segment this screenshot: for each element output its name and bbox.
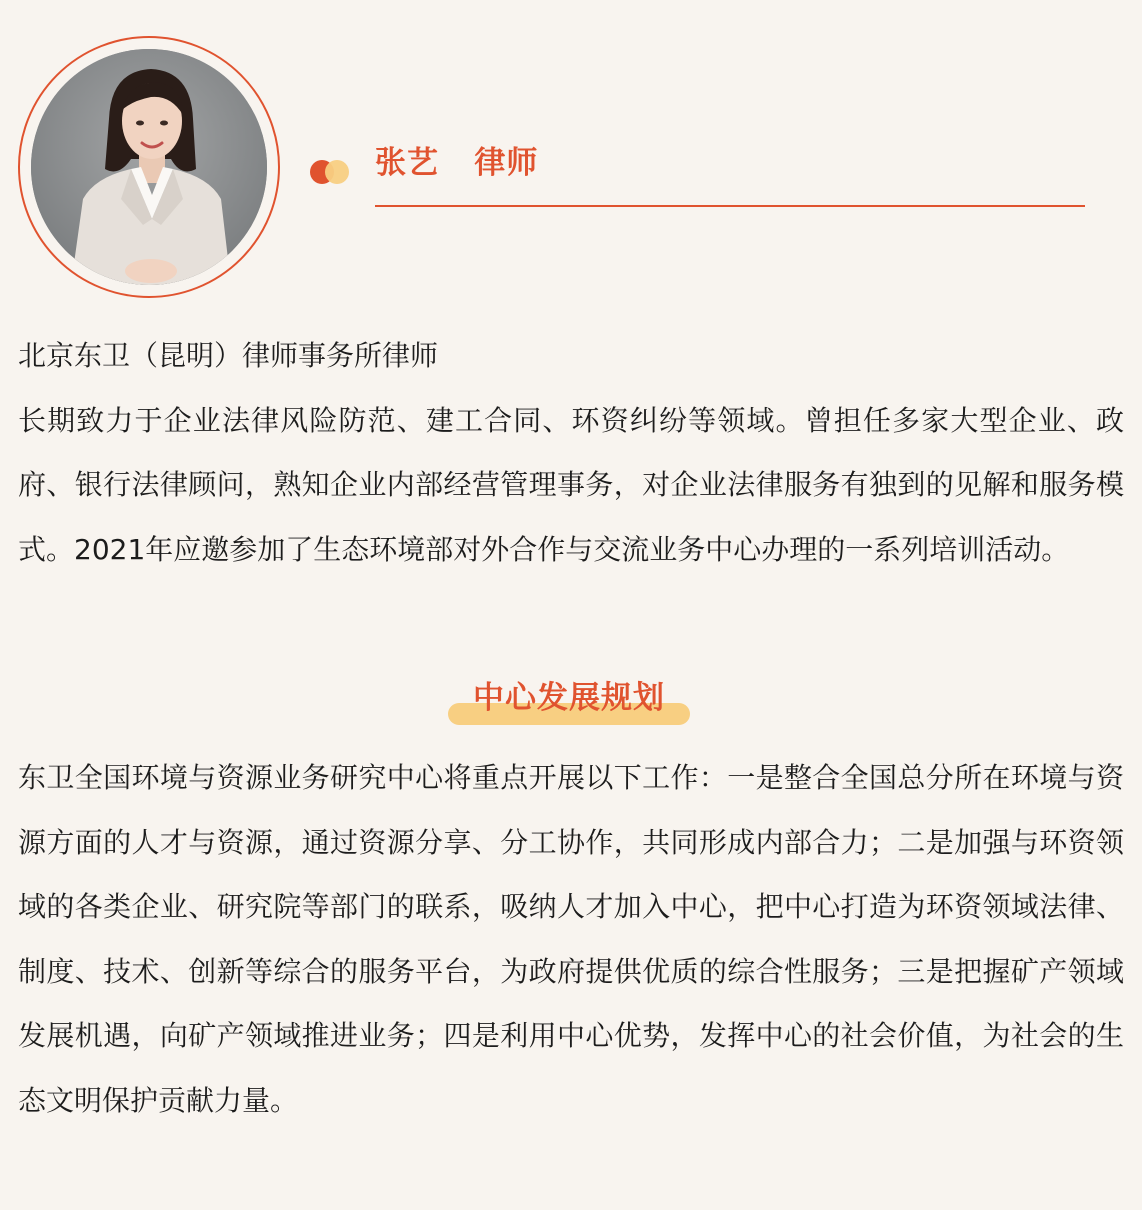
portrait-illustration <box>31 49 267 285</box>
lawyer-name-title <box>375 138 538 188</box>
lawyer-description: 长期致力于企业法律风险防范、建工合同、环资纠纷等领域。曾担任多家大型企业、政府、银行法律顾问，熟知企业内部经营管理事务，对企业法律服务有独到的见解和服务模式。2021年应邀参加了生态环境部对外合作与交流业务中心办理的一系列培训活动。 <box>18 403 1124 566</box>
section-heading <box>448 672 690 728</box>
portrait-frame <box>18 36 280 298</box>
lawyer-affiliation: 北京东卫（昆明）律师事务所律师 <box>18 339 439 372</box>
section-heading-text: 中心发展规划 <box>473 680 665 716</box>
lawyer-role: 律师 <box>474 145 539 181</box>
lawyer-bio <box>18 324 1124 582</box>
name-decoration-dots-icon <box>309 158 353 186</box>
development-plan-text: 东卫全国环境与资源业务研究中心将重点开展以下工作：一是整合全国总分所在环境与资源方面的人才与资源，通过资源分享、分工协作，共同形成内部合力；二是加强与环资领域的各类企业、研究院等部门的联系，吸纳人才加入中心，把中心打造为环资领域法律、制度、技术、创新等综合的服务平台，为政府提供优质的综合性服务；三是把握矿产领域发展机遇，向矿产领域推进业务；四是利用中心优势，发挥中心的社会价值，为社会的生态文明保护贡献力量。 <box>18 761 1124 1117</box>
lawyer-portrait-photo <box>31 49 267 285</box>
lawyer-name: 张艺 <box>375 145 439 181</box>
name-underline-divider <box>375 205 1085 207</box>
